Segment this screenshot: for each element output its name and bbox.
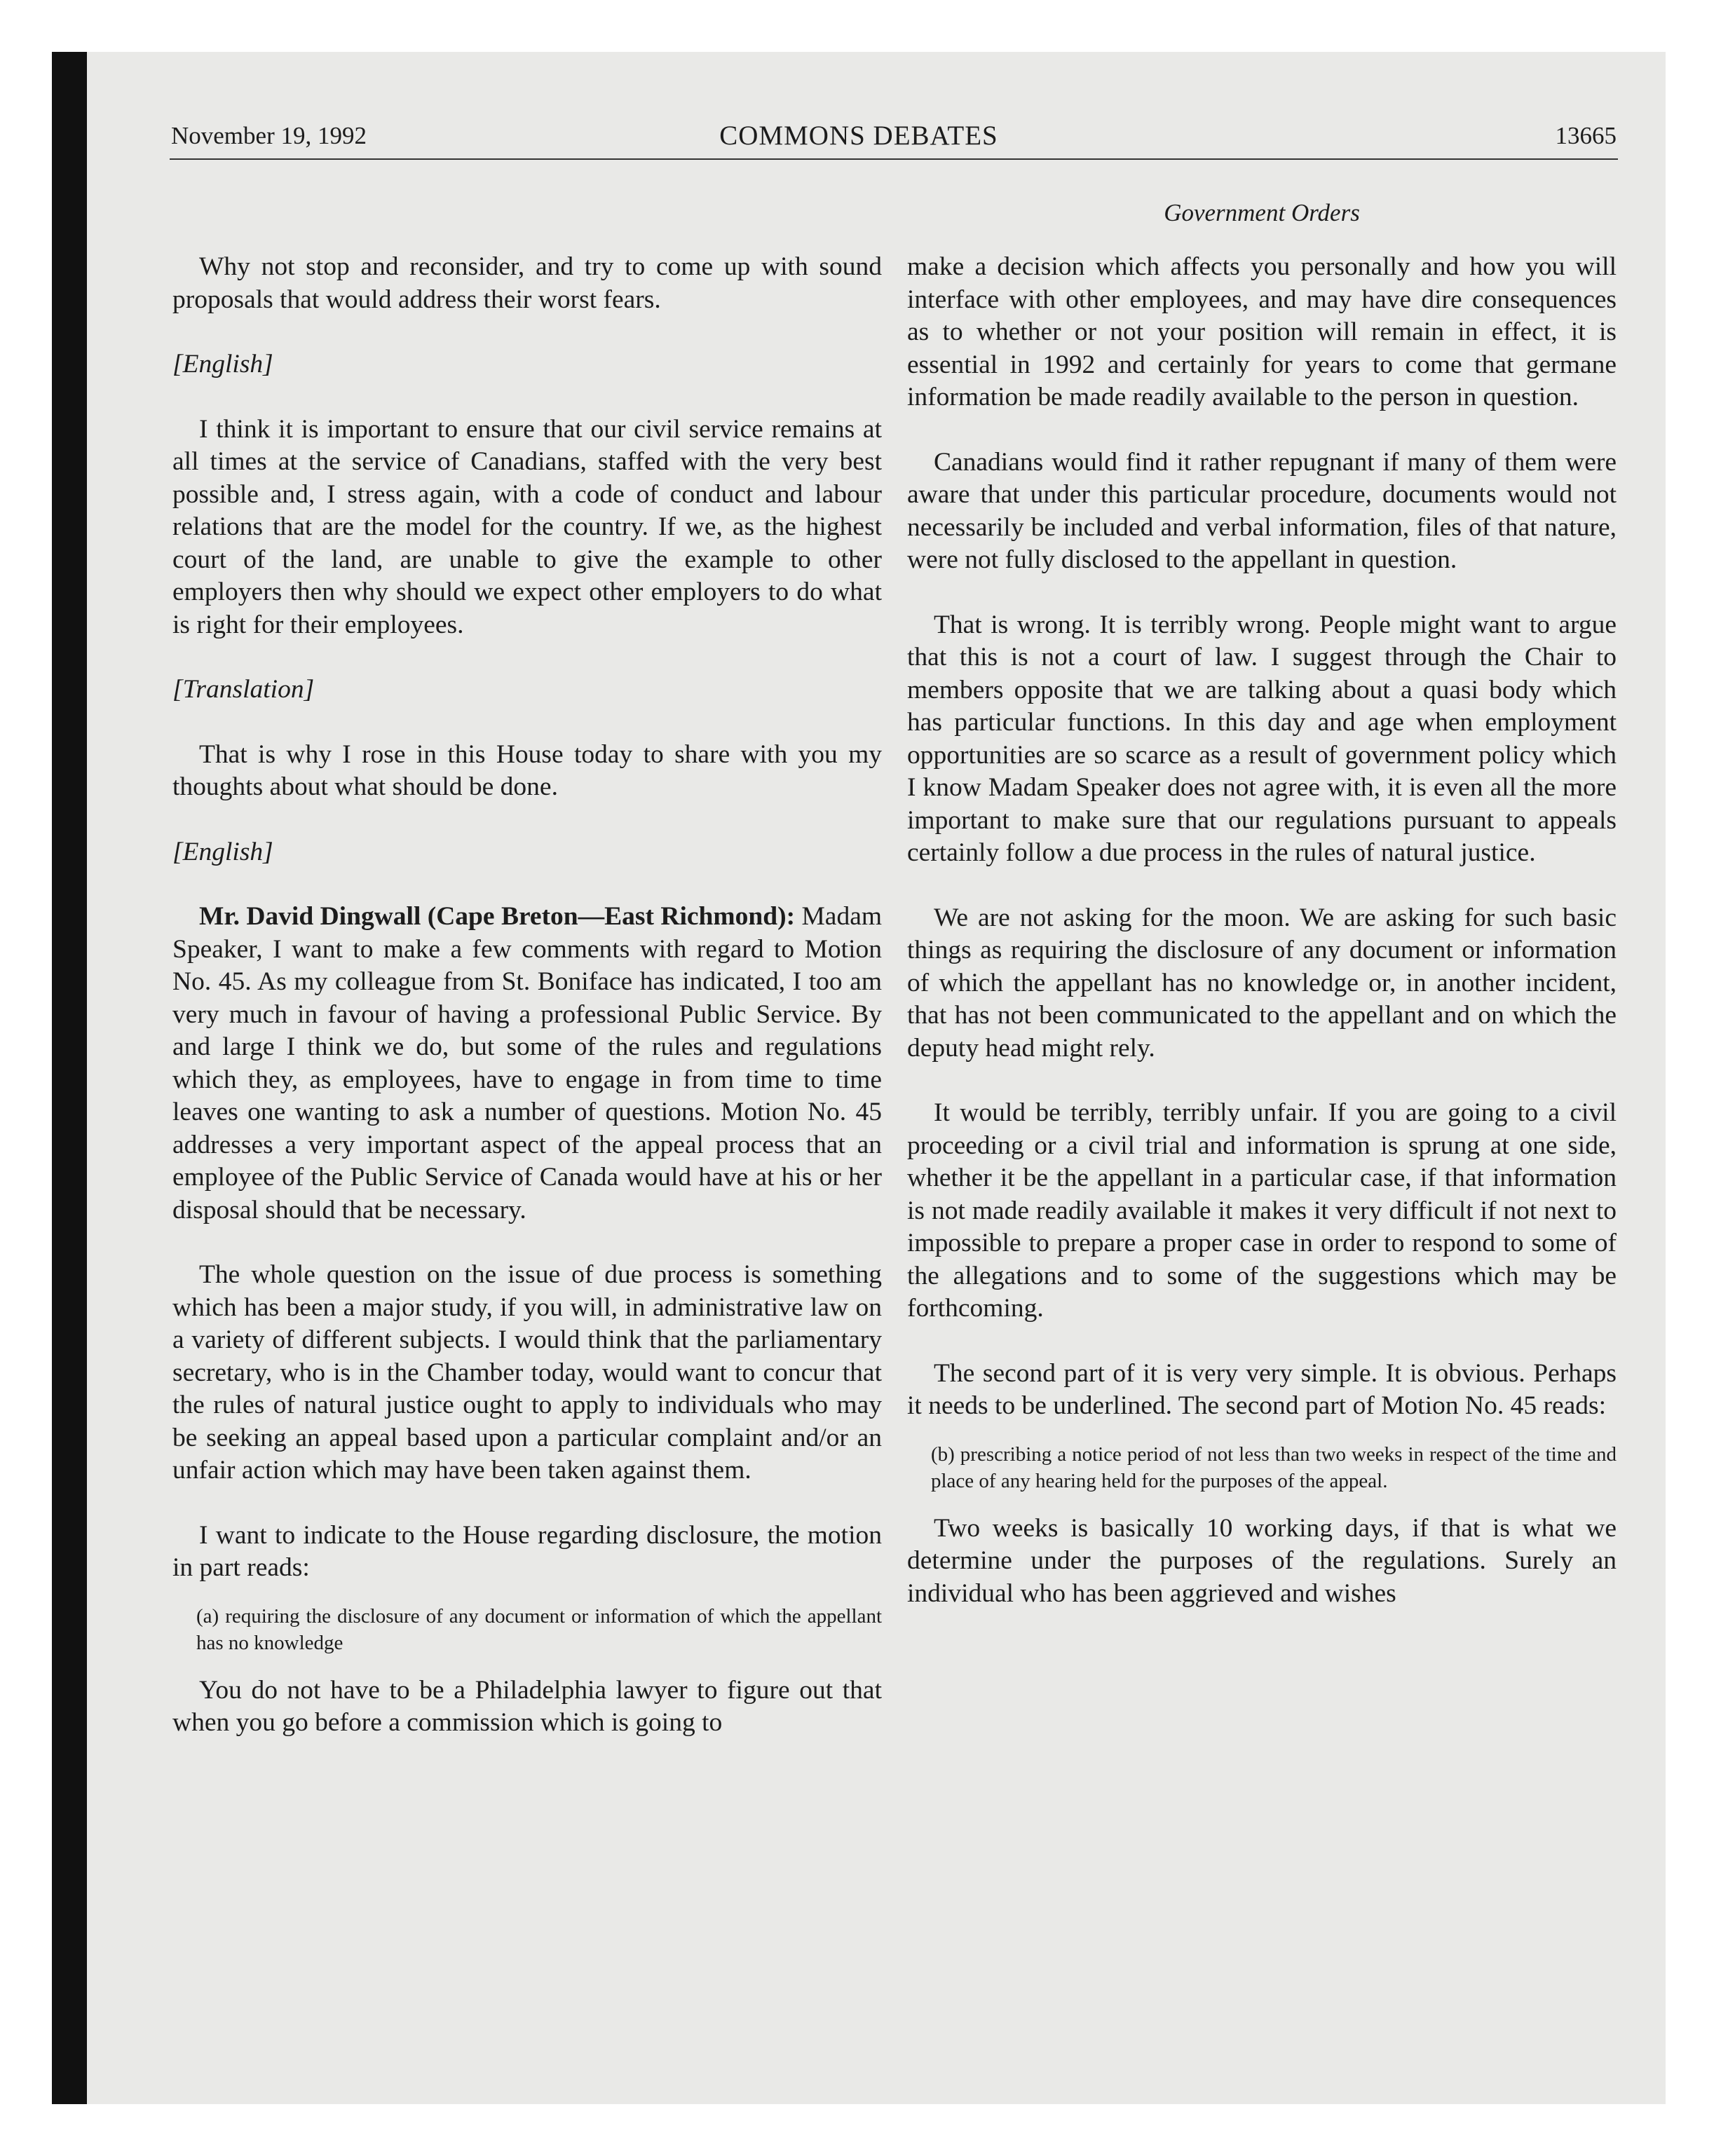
paragraph: You do not have to be a Philadelphia lawyer to figure out that when you go before a commission which is going to bbox=[172, 1675, 882, 1737]
header-rule bbox=[170, 158, 1618, 160]
paragraph: Canadians would find it rather repugnant if many of them were aware that under this particular procedure, documents would not necessarily be included and verbal information, files of that nature, were not fully disclosed to the appellant in question. bbox=[907, 447, 1617, 574]
language-label: [Translation] bbox=[172, 675, 315, 704]
header-title: COMMONS DEBATES bbox=[719, 121, 998, 151]
paragraph: Why not stop and reconsider, and try to come up with sound proposals that would address their worst fears. bbox=[172, 252, 882, 314]
paragraph: That is wrong. It is terribly wrong. People might want to argue that this is not a court of law. I suggest through the Chair to members opposite that we are talking about a quasi body which has particular functions. In this day and age when employment opportunities are so scarce as a result of government policy which I know Madam Speaker does not agree with, it is even all the more important to make sure that our regulations pursuant to appeals certainly follow a due process in the rules of natural justice. bbox=[907, 610, 1617, 867]
paragraph: We are not asking for the moon. We are asking for such basic things as requiring the disclosure of any document or information of which the appellant has no knowledge or, in another incident, that has not been communicated to the appellant and on which the deputy head might rely. bbox=[907, 903, 1617, 1063]
paragraph: The second part of it is very very simple. It is obvious. Perhaps it needs to be underlined. The second part of Motion No. 45 reads: bbox=[907, 1358, 1617, 1420]
right-column bbox=[907, 251, 1617, 1610]
speech-text: Madam Speaker, I want to make a few comments with regard to Motion No. 45. As my colleague from St. Boniface has indicated, I too am very much in favour of having a professional Public Service. By and large I think we do, but some of the rules and regulations which they, as employees, have to engage in from time to time leaves one wanting to ask a number of questions. Motion No. 45 addresses a very important aspect of the appeal process that an employee of the Public Service of Canada would have at his or her disposal should that be necessary. bbox=[172, 902, 883, 1224]
speaker-name: Mr. David Dingwall (Cape Breton—East Richmond): bbox=[199, 902, 796, 931]
motion-quote: (a) requiring the disclosure of any document or information of which the appellant has no knowledge bbox=[196, 1604, 882, 1654]
scanned-page bbox=[52, 52, 1666, 2104]
paragraph: I want to indicate to the House regarding disclosure, the motion in part reads: bbox=[172, 1520, 882, 1582]
header-page-number: 13665 bbox=[1555, 122, 1617, 149]
motion-quote: (b) prescribing a notice period of not less than two weeks in respect of the time and place of any hearing held for the purposes of the appeal. bbox=[931, 1442, 1617, 1492]
paragraph: The whole question on the issue of due process is something which has been a major study, if you will, in administrative law on a variety of different subjects. I would think that the parliamentary secretary, who is in the Chamber today, would want to concur that the rules of natural justice ought to apply to individuals who may be seeking an appeal based upon a particular complaint and/or an unfair action which may have been taken against them. bbox=[172, 1260, 882, 1485]
paragraph: That is why I rose in this House today to share with you my thoughts about what should be done. bbox=[172, 739, 882, 801]
section-heading: Government Orders bbox=[1164, 199, 1360, 226]
paragraph: make a decision which affects you personally and how you will interface with other employees, and may have dire consequences as to whether or not your position will remain in effect, it is essential in 1992 and certainly for years to come that germane information be made readily available to the person in question. bbox=[907, 252, 1617, 411]
language-label: [English] bbox=[172, 837, 273, 866]
left-column bbox=[172, 251, 882, 1740]
paragraph: I think it is important to ensure that our civil service remains at all times at the service of Canadians, staffed with the very best possible and, I stress again, with a code of conduct and labour relations that are the model for the country. If we, as the highest court of the land, are unable to give the example to other employers then why should we expect other employers to do what is right for their employees. bbox=[172, 414, 882, 639]
language-label: [English] bbox=[172, 350, 273, 378]
paragraph: Two weeks is basically 10 working days, if that is what we determine under the purposes of the regulations. Surely an individual who has been aggrieved and wishes bbox=[907, 1513, 1617, 1608]
binding-edge bbox=[52, 52, 87, 2104]
speech-paragraph bbox=[172, 901, 882, 1227]
header-date: November 19, 1992 bbox=[171, 122, 367, 149]
paragraph: It would be terribly, terribly unfair. If you are going to a civil proceeding or a civil trial and information is sprung at one side, whether it be the appellant in a particular case, if that information is not made readily available it makes it very difficult if not next to impossible to prepare a proper case in order to respond to some of the allegations and to some of the suggestions which may be forthcoming. bbox=[907, 1098, 1617, 1323]
